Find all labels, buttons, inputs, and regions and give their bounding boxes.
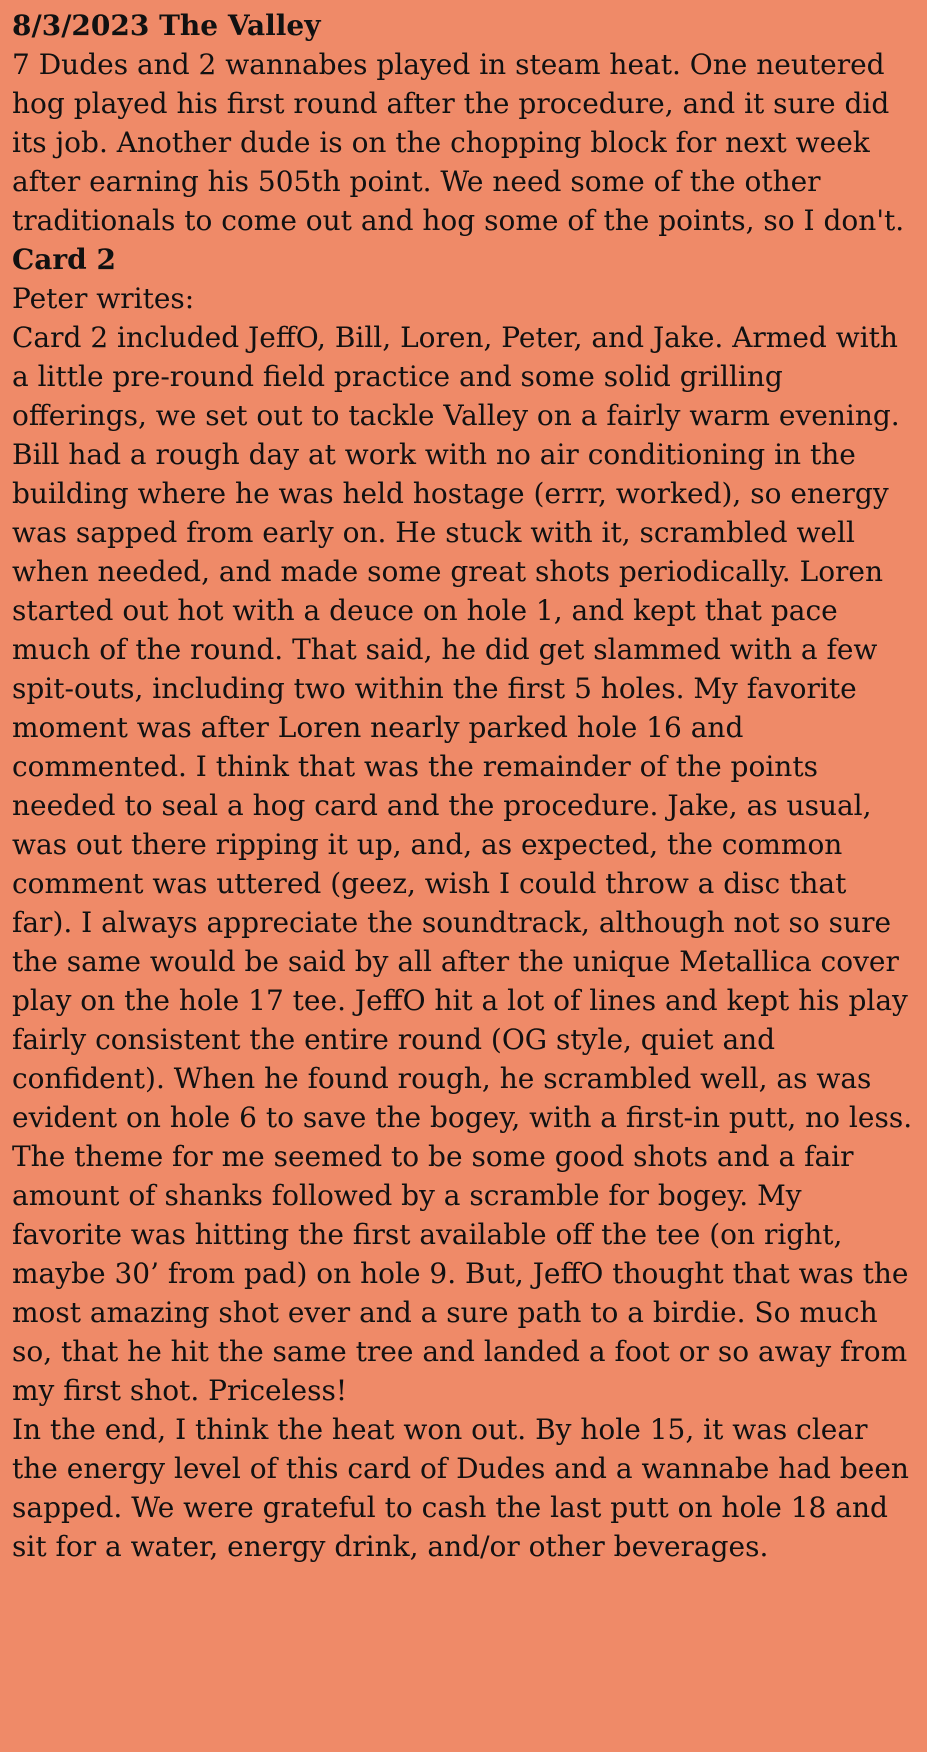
- card-heading: Card 2: [12, 243, 116, 276]
- card-report-paragraph: Card 2 included JeffO, Bill, Loren, Peter, and Jake. Armed with a little pre-round field practice and some solid grilling offerings, we set out to tackle Valley on a fairly warm evening. Bill had a rough day at work with no air conditioning in the building where he was held hostage (errr, worked), so energy was sapped from early on. He stuck with it, scrambled well when needed, and made some great shots periodically. Loren started out hot with a deuce on hole 1, and kept that pace much of the round. That said, he did get slammed with a few spit-outs, including two within the first 5 holes. My favorite moment was after Loren nearly parked hole 16 and commented. I think that was the remainder of the points needed to seal a hog card and the procedure. Jake, as usual, was out there ripping it up, and, as expected, the common comment was uttered (geez, wish I could throw a disc that far). I always appreciate the soundtrack, although not so sure the same would be said by all after the unique Metallica cover play on the hole 17 tee. JeffO hit a lot of lines and kept his play fairly consistent the entire round (OG style, quiet and confident). When he found rough, he scrambled well, as was evident on hole 6 to save the bogey, with a first-in putt, no less. The theme for me seemed to be some good shots and a fair amount of shanks followed by a scramble for bogey. My favorite was hitting the first available off the tee (on right, maybe 30’ from pad) on hole 9. But, JeffO thought that was the most amazing shot ever and a sure path to a birdie. So much so, that he hit the same tree and landed a foot or so away from my first shot. Priceless!: [12, 321, 913, 1407]
- closing-paragraph: In the end, I think the heat won out. By hole 15, it was clear the energy level of this card of Dudes and a wannabe had been sapped. We were grateful to cash the last putt on hole 18 and sit for a water, energy drink, and/or other beverages.: [12, 1413, 909, 1563]
- post-title: 8/3/2023 The Valley: [12, 9, 321, 42]
- byline: Peter writes:: [12, 282, 195, 315]
- intro-paragraph: 7 Dudes and 2 wannabes played in steam heat. One neutered hog played his first round after the procedure, and it sure did its job. Another dude is on the chopping block for next week after earning his 505th point. We need some of the other traditionals to come out and hog some of the points, so I don't.: [12, 48, 905, 237]
